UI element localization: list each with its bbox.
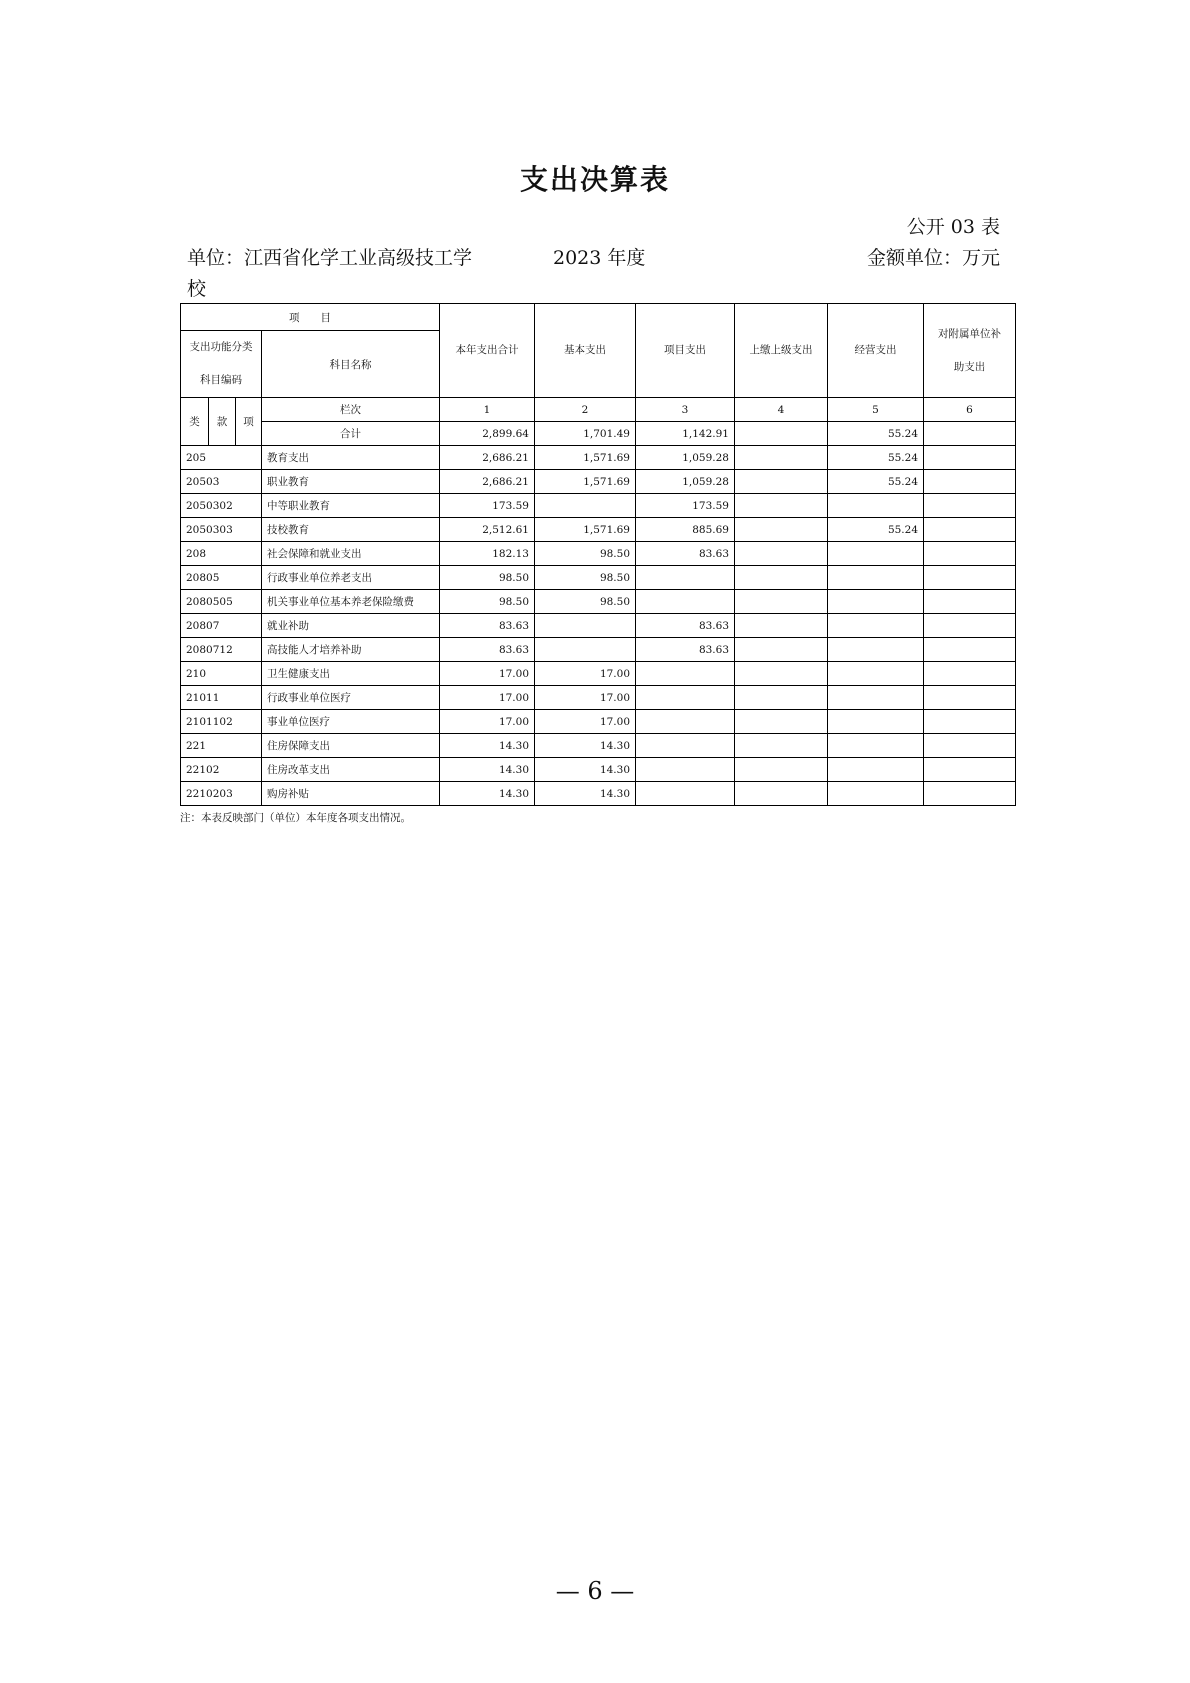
row-value xyxy=(828,734,924,758)
row-value xyxy=(924,662,1016,686)
row-code: 2080712 xyxy=(181,638,262,662)
row-value: 17.00 xyxy=(535,710,636,734)
row-value xyxy=(828,614,924,638)
row-value: 14.30 xyxy=(440,758,535,782)
table-row xyxy=(181,470,1016,494)
row-subject-name: 住房保障支出 xyxy=(262,734,440,758)
row-value xyxy=(636,566,735,590)
column-number: 5 xyxy=(828,398,924,422)
column-number: 4 xyxy=(735,398,828,422)
form-number: 公开 03 表 xyxy=(906,216,1000,238)
header-col-business: 经营支出 xyxy=(828,304,924,398)
row-value xyxy=(924,590,1016,614)
row-value: 885.69 xyxy=(636,518,735,542)
header-lanci: 栏次 xyxy=(262,398,440,422)
row-value xyxy=(828,686,924,710)
row-subject-name: 职业教育 xyxy=(262,470,440,494)
row-value: 98.50 xyxy=(440,566,535,590)
column-number: 2 xyxy=(535,398,636,422)
row-code: 205 xyxy=(181,446,262,470)
page-title: 支出决算表 xyxy=(519,163,670,196)
row-value xyxy=(924,614,1016,638)
row-value xyxy=(828,710,924,734)
row-value: 14.30 xyxy=(535,734,636,758)
row-value xyxy=(636,686,735,710)
row-value: 55.24 xyxy=(828,518,924,542)
row-value xyxy=(735,614,828,638)
row-value xyxy=(735,686,828,710)
row-value: 17.00 xyxy=(440,710,535,734)
header-col-subsidy-line1: 对附属单位补 xyxy=(938,327,1001,340)
row-value: 2,512.61 xyxy=(440,518,535,542)
header-col-basic: 基本支出 xyxy=(535,304,636,398)
row-value: 173.59 xyxy=(636,494,735,518)
row-value xyxy=(828,638,924,662)
row-value: 55.24 xyxy=(828,446,924,470)
row-value xyxy=(828,566,924,590)
row-subject-name: 教育支出 xyxy=(262,446,440,470)
row-value xyxy=(636,782,735,806)
row-code: 210 xyxy=(181,662,262,686)
header-col-project: 项目支出 xyxy=(636,304,735,398)
row-value xyxy=(924,446,1016,470)
row-value xyxy=(535,638,636,662)
header-xiang: 项 xyxy=(236,398,262,446)
row-value xyxy=(636,710,735,734)
row-value xyxy=(828,542,924,566)
row-value: 1,571.69 xyxy=(535,470,636,494)
row-code: 221 xyxy=(181,734,262,758)
row-value: 17.00 xyxy=(535,686,636,710)
row-value: 17.00 xyxy=(535,662,636,686)
row-subject-name: 行政事业单位养老支出 xyxy=(262,566,440,590)
column-number: 1 xyxy=(440,398,535,422)
row-value xyxy=(924,542,1016,566)
row-value xyxy=(636,758,735,782)
row-value: 98.50 xyxy=(440,590,535,614)
row-value xyxy=(924,758,1016,782)
table-row xyxy=(181,542,1016,566)
row-code: 2050303 xyxy=(181,518,262,542)
row-value: 1,059.28 xyxy=(636,470,735,494)
unit-label: 单位：江西省化学工业高级技工学校 xyxy=(187,247,473,300)
table-row xyxy=(181,734,1016,758)
header-lei: 类 xyxy=(181,398,209,446)
column-number: 6 xyxy=(924,398,1016,422)
row-value xyxy=(535,614,636,638)
row-value xyxy=(924,782,1016,806)
row-value xyxy=(924,494,1016,518)
row-value xyxy=(828,662,924,686)
row-subject-name: 卫生健康支出 xyxy=(262,662,440,686)
table-row xyxy=(181,614,1016,638)
row-value xyxy=(636,590,735,614)
row-value xyxy=(735,710,828,734)
row-code: 20807 xyxy=(181,614,262,638)
table-row xyxy=(181,494,1016,518)
row-value xyxy=(924,686,1016,710)
row-value: 83.63 xyxy=(636,638,735,662)
table-row xyxy=(181,590,1016,614)
header-item: 项 目 xyxy=(181,304,440,331)
row-value xyxy=(735,638,828,662)
total-value: 55.24 xyxy=(828,422,924,446)
row-value xyxy=(735,494,828,518)
row-subject-name: 技校教育 xyxy=(262,518,440,542)
table-note: 注：本表反映部门（单位）本年度各项支出情况。 xyxy=(180,812,411,824)
row-value: 83.63 xyxy=(636,542,735,566)
row-value: 98.50 xyxy=(535,542,636,566)
row-value xyxy=(735,662,828,686)
row-value: 98.50 xyxy=(535,590,636,614)
row-value: 1,571.69 xyxy=(535,518,636,542)
row-value xyxy=(735,758,828,782)
row-value xyxy=(735,470,828,494)
row-code: 2050302 xyxy=(181,494,262,518)
row-value xyxy=(828,758,924,782)
row-subject-name: 社会保障和就业支出 xyxy=(262,542,440,566)
row-code: 20503 xyxy=(181,470,262,494)
row-code: 2210203 xyxy=(181,782,262,806)
table-row xyxy=(181,662,1016,686)
table-row xyxy=(181,710,1016,734)
row-value xyxy=(924,710,1016,734)
row-value: 2,686.21 xyxy=(440,446,535,470)
row-value: 55.24 xyxy=(828,470,924,494)
header-col-upper: 上缴上级支出 xyxy=(735,304,828,398)
header-col-total: 本年支出合计 xyxy=(440,304,535,398)
total-value: 1,701.49 xyxy=(535,422,636,446)
row-subject-name: 就业补助 xyxy=(262,614,440,638)
table-row xyxy=(181,758,1016,782)
row-subject-name: 事业单位医疗 xyxy=(262,710,440,734)
row-value xyxy=(924,566,1016,590)
row-value xyxy=(924,638,1016,662)
column-number: 3 xyxy=(636,398,735,422)
row-value xyxy=(636,734,735,758)
row-value: 17.00 xyxy=(440,686,535,710)
total-row xyxy=(181,422,1016,446)
row-value xyxy=(735,734,828,758)
row-code: 22102 xyxy=(181,758,262,782)
row-code: 2101102 xyxy=(181,710,262,734)
row-value: 83.63 xyxy=(636,614,735,638)
row-value: 1,059.28 xyxy=(636,446,735,470)
row-value: 17.00 xyxy=(440,662,535,686)
header-code-line2: 科目编码 xyxy=(200,374,242,386)
header-col-subsidy xyxy=(924,304,1016,398)
fiscal-year: 2023 年度 xyxy=(553,247,646,269)
total-value: 2,899.64 xyxy=(440,422,535,446)
row-value xyxy=(735,518,828,542)
header-code xyxy=(181,331,262,398)
row-value: 182.13 xyxy=(440,542,535,566)
row-code: 20805 xyxy=(181,566,262,590)
row-value: 2,686.21 xyxy=(440,470,535,494)
money-unit: 金额单位：万元 xyxy=(866,247,1000,269)
row-value: 1,571.69 xyxy=(535,446,636,470)
row-value xyxy=(828,590,924,614)
row-value xyxy=(924,518,1016,542)
row-value xyxy=(636,662,735,686)
row-value xyxy=(924,470,1016,494)
row-value xyxy=(828,494,924,518)
row-value: 173.59 xyxy=(440,494,535,518)
total-value xyxy=(924,422,1016,446)
row-value xyxy=(735,566,828,590)
row-value xyxy=(735,446,828,470)
row-value: 14.30 xyxy=(535,782,636,806)
total-value: 1,142.91 xyxy=(636,422,735,446)
total-value xyxy=(735,422,828,446)
table-row xyxy=(181,686,1016,710)
total-label: 合计 xyxy=(262,422,440,446)
row-code: 2080505 xyxy=(181,590,262,614)
row-subject-name: 中等职业教育 xyxy=(262,494,440,518)
row-value xyxy=(735,542,828,566)
header-code-line1: 支出功能分类 xyxy=(189,341,253,353)
table-row xyxy=(181,782,1016,806)
row-value: 98.50 xyxy=(535,566,636,590)
row-code: 21011 xyxy=(181,686,262,710)
expenditure-table xyxy=(180,303,1016,806)
row-value xyxy=(735,782,828,806)
table-row xyxy=(181,566,1016,590)
row-value xyxy=(828,782,924,806)
row-value: 14.30 xyxy=(535,758,636,782)
row-subject-name: 高技能人才培养补助 xyxy=(262,638,440,662)
table-row xyxy=(181,446,1016,470)
header-col-subsidy-line2: 助支出 xyxy=(953,360,986,373)
row-value xyxy=(735,590,828,614)
page-number: — 6 — xyxy=(555,1577,635,1605)
row-code: 208 xyxy=(181,542,262,566)
row-value: 14.30 xyxy=(440,734,535,758)
row-subject-name: 购房补贴 xyxy=(262,782,440,806)
row-value: 83.63 xyxy=(440,614,535,638)
header-subject-name: 科目名称 xyxy=(262,331,440,398)
row-value xyxy=(535,494,636,518)
header-kuan: 款 xyxy=(209,398,236,446)
row-subject-name: 住房改革支出 xyxy=(262,758,440,782)
table-row xyxy=(181,638,1016,662)
table-row xyxy=(181,518,1016,542)
row-value: 83.63 xyxy=(440,638,535,662)
row-value xyxy=(924,734,1016,758)
row-subject-name: 机关事业单位基本养老保险缴费 xyxy=(262,590,440,614)
row-subject-name: 行政事业单位医疗 xyxy=(262,686,440,710)
row-value: 14.30 xyxy=(440,782,535,806)
